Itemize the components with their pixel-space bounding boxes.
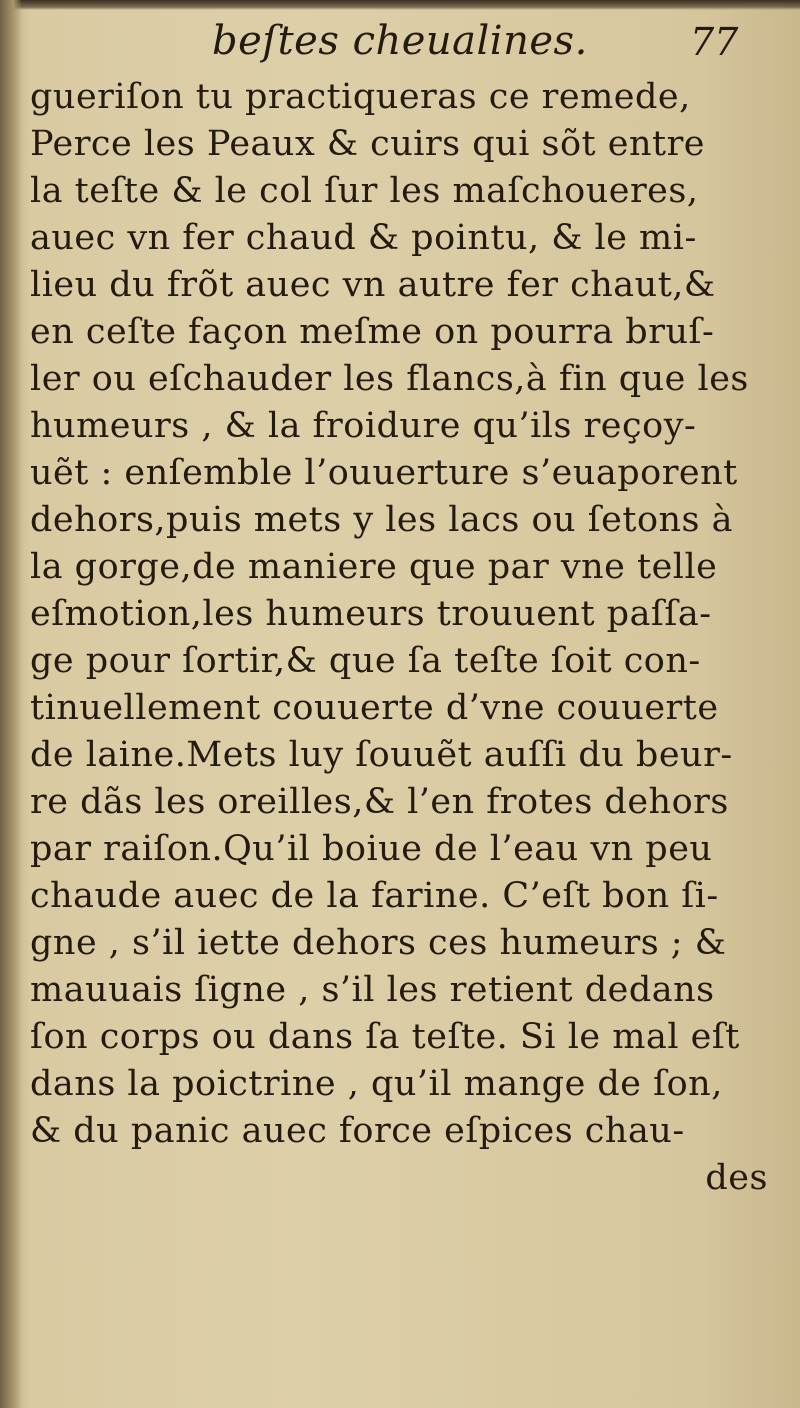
text-line: de laine.Mets luy ſouuẽt auſſi du beur- xyxy=(30,735,733,775)
text-line: dehors,puis mets y les lacs ou ſetons à xyxy=(30,500,734,540)
text-line: uẽt : enſemble l’ouuerture s’euaporent xyxy=(30,453,738,493)
catchword: des xyxy=(705,1158,768,1198)
text-block xyxy=(30,74,770,1202)
text-line: dans la poictrine , qu’il mange de ſon, xyxy=(30,1064,723,1104)
text-line: la gorge,de maniere que par vne telle xyxy=(30,547,718,587)
text-line: chaude auec de la farine. C’eſt bon ſi- xyxy=(30,876,719,916)
binding-gutter xyxy=(0,0,22,1408)
text-line: la teſte & le col ſur les maſchoueres, xyxy=(30,171,699,211)
page-number: 77 xyxy=(690,20,739,64)
text-line: gne , s’il iette dehors ces humeurs ; & xyxy=(30,923,727,963)
text-line: ge pour ſortir,& que ſa teſte ſoit con- xyxy=(30,641,701,681)
text-line: tinuellement couuerte d’vne couuerte xyxy=(30,688,719,728)
text-line: ſon corps ou dans ſa teſte. Si le mal eſt xyxy=(30,1017,740,1057)
text-line: auec vn fer chaud & pointu, & le mi- xyxy=(30,218,697,258)
text-line: humeurs , & la froidure qu’ils reçoy- xyxy=(30,406,697,446)
text-line: & du panic auec force eſpices chau- xyxy=(30,1111,685,1151)
text-line: par raiſon.Qu’il boiue de l’eau vn peu xyxy=(30,829,713,869)
page-top-edge xyxy=(0,0,800,10)
text-line: ler ou eſchauder les flancs,à fin que les xyxy=(30,359,749,399)
text-line: gueriſon tu practiqueras ce remede, xyxy=(30,77,691,117)
text-line: mauuais ſigne , s’il les retient dedans xyxy=(30,970,715,1010)
text-line: re dãs les oreilles,& l’en frotes dehors xyxy=(30,782,729,822)
text-line: Perce les Peaux & cuirs qui sõt entre xyxy=(30,124,706,164)
text-line: eſmotion,les humeurs trouuent paſſa- xyxy=(30,594,712,634)
page-header xyxy=(0,14,800,74)
running-head: beſtes cheualines. xyxy=(212,18,588,64)
text-line: lieu du frõt auec vn autre fer chaut,& xyxy=(30,265,716,305)
text-line: en ceſte façon meſme on pourra bruſ- xyxy=(30,312,715,352)
